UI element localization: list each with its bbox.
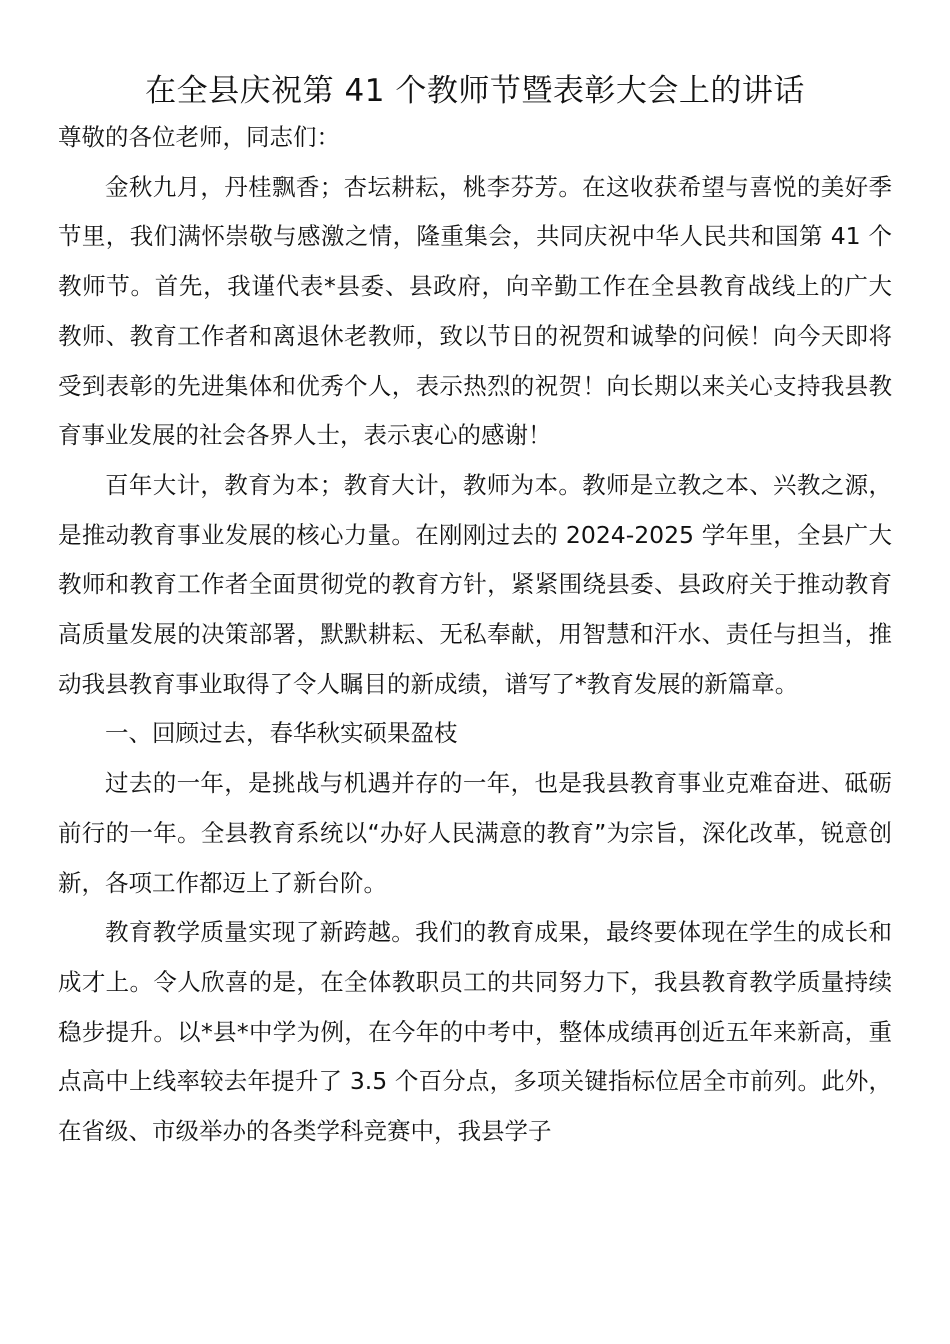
section-heading: 一、回顾过去，春华秋实硕果盈枝 (105, 719, 458, 748)
salutation: 尊敬的各位老师，同志们： (58, 123, 340, 151)
document-page (58, 62, 892, 1157)
paragraph-education-foundation: 百年大计，教育为本；教育大计，教师为本。教师是立教之本、兴教之源，是推动教育事业发展的核心力量。在刚刚过去的 2024-2025 学年里，全县广大教师和教育工作者全面贯彻党的教育方针，紧紧围绕县委、县政府关于推动教育高质量发展的决策部署，默默耕耘、无私奉献，用智慧和汗水、责任与担当，推动我县教育事业取得了令人瞩目的新成绩，谱写了*教育发展的新篇章。 (58, 470, 892, 698)
paragraph-past-year: 过去的一年，是挑战与机遇并存的一年，也是我县教育事业克难奋进、砥砺前行的一年。全县教育系统以“办好人民满意的教育”为宗旨，深化改革，锐意创新，各项工作都迈上了新台阶。 (58, 769, 892, 897)
document-title: 在全县庆祝第 41 个教师节暨表彰大会上的讲话 (145, 73, 805, 109)
paragraph-intro: 金秋九月，丹桂飘香；杏坛耕耘，桃李芬芳。在这收获希望与喜悦的美好季节里，我们满怀崇敬与感激之情，隆重集会，共同庆祝中华人民共和国第 41 个教师节。首先，我谨代表*县委、县政府，向辛勤工作在全县教育战线上的广大教师、教育工作者和离退休老教师，致以节日的祝贺和诚挚的问候！向今天即将受到表彰的先进集体和优秀个人，表示热烈的祝贺！向长期以来关心支持我县教育事业发展的社会各界人士，表示衷心的感谢！ (58, 172, 892, 450)
paragraph-quality: 教育教学质量实现了新跨越。我们的教育成果，最终要体现在学生的成长和成才上。令人欣喜的是，在全体教职员工的共同努力下，我县教育教学质量持续稳步提升。以*县*中学为例，在今年的中考中，整体成绩再创近五年来新高，重点高中上线率较去年提升了 3.5 个百分点，多项关键指标位居全市前列。此外，在省级、市级举办的各类学科竞赛中，我县学子 (58, 918, 892, 1146)
